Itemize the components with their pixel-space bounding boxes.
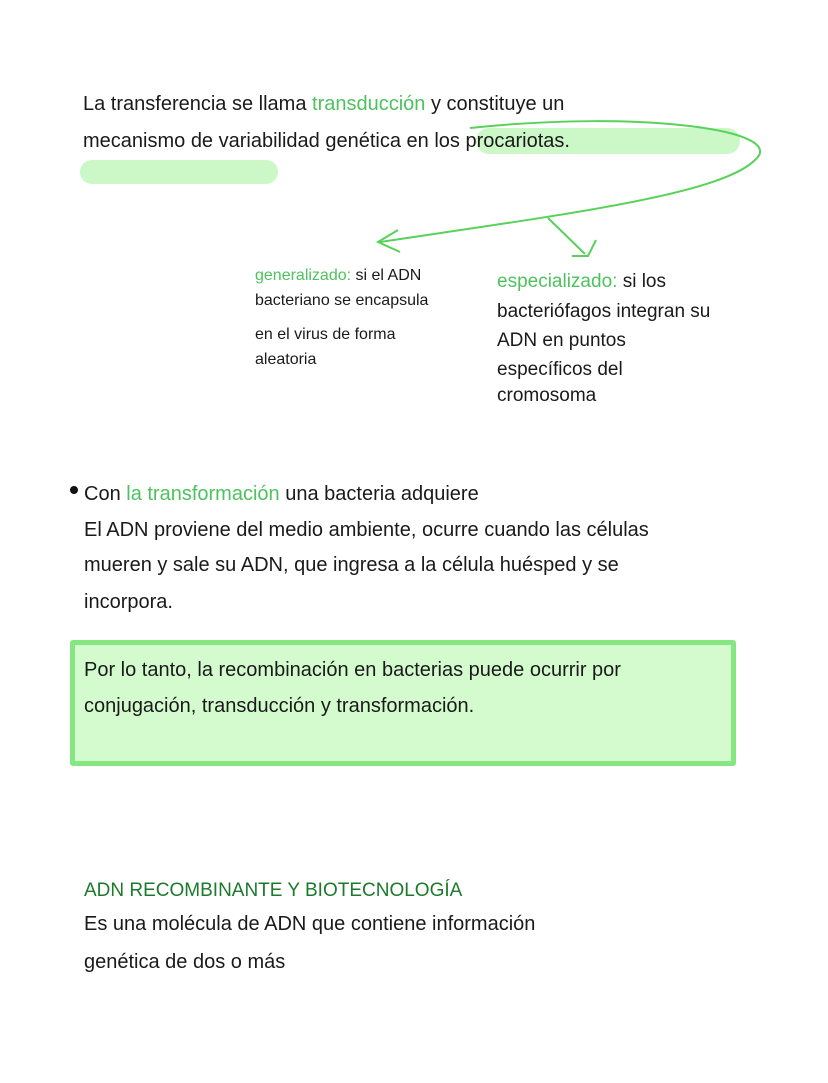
- summary-line-2: conjugación, transducción y transformación.: [84, 695, 475, 717]
- generalized-line-1: [255, 264, 421, 288]
- transformation-line-1: [84, 476, 479, 512]
- generalized-line-1-post: si el ADN: [351, 267, 422, 284]
- specialized-line-4: específicos del: [497, 359, 623, 380]
- term-transformacion: la transformación: [126, 483, 280, 505]
- term-generalizado: generalizado:: [255, 267, 352, 284]
- transformation-line-1-post: una bacteria adquiere: [279, 483, 479, 505]
- term-transduccion: transducción: [312, 93, 426, 115]
- bullet-dot: [70, 486, 78, 494]
- intro-line-1-pre: La transferencia se llama: [83, 93, 313, 115]
- branch-line-right: [548, 218, 585, 254]
- specialized-line-1-post: si los: [617, 271, 666, 292]
- transformation-line-2: El ADN proviene del medio ambiente, ocurre cuando las células: [84, 519, 649, 541]
- term-especializado: especializado:: [497, 271, 618, 292]
- intro-line-2: mecanismo de variabilidad genética en los procariotas.: [83, 130, 570, 152]
- transformation-line-3: mueren y sale su ADN, que ingresa a la célula huésped y se: [84, 554, 619, 576]
- generalized-line-2: bacteriano se encapsula: [255, 292, 429, 309]
- transformation-line-1-pre: Con: [84, 483, 127, 505]
- recombinant-line-2: genética de dos o más: [84, 951, 286, 973]
- transformation-line-4: incorpora.: [84, 591, 173, 613]
- intro-line-1: [83, 86, 564, 122]
- section-heading-recombinant: ADN RECOMBINANTE Y BIOTECNOLOGÍA: [84, 880, 463, 901]
- generalized-line-3: en el virus de forma: [255, 326, 396, 343]
- specialized-line-2: bacteriófagos integran su: [497, 301, 711, 322]
- specialized-line-3: ADN en puntos: [497, 330, 626, 351]
- intro-line-1-post: y constituye un: [425, 93, 565, 115]
- generalized-line-4: aleatoria: [255, 351, 317, 368]
- summary-line-1: Por lo tanto, la recombinación en bacterias puede ocurrir por: [84, 659, 621, 681]
- specialized-line-5: cromosoma: [497, 385, 597, 406]
- specialized-line-1: [497, 267, 666, 296]
- recombinant-line-1: Es una molécula de ADN que contiene información: [84, 913, 536, 935]
